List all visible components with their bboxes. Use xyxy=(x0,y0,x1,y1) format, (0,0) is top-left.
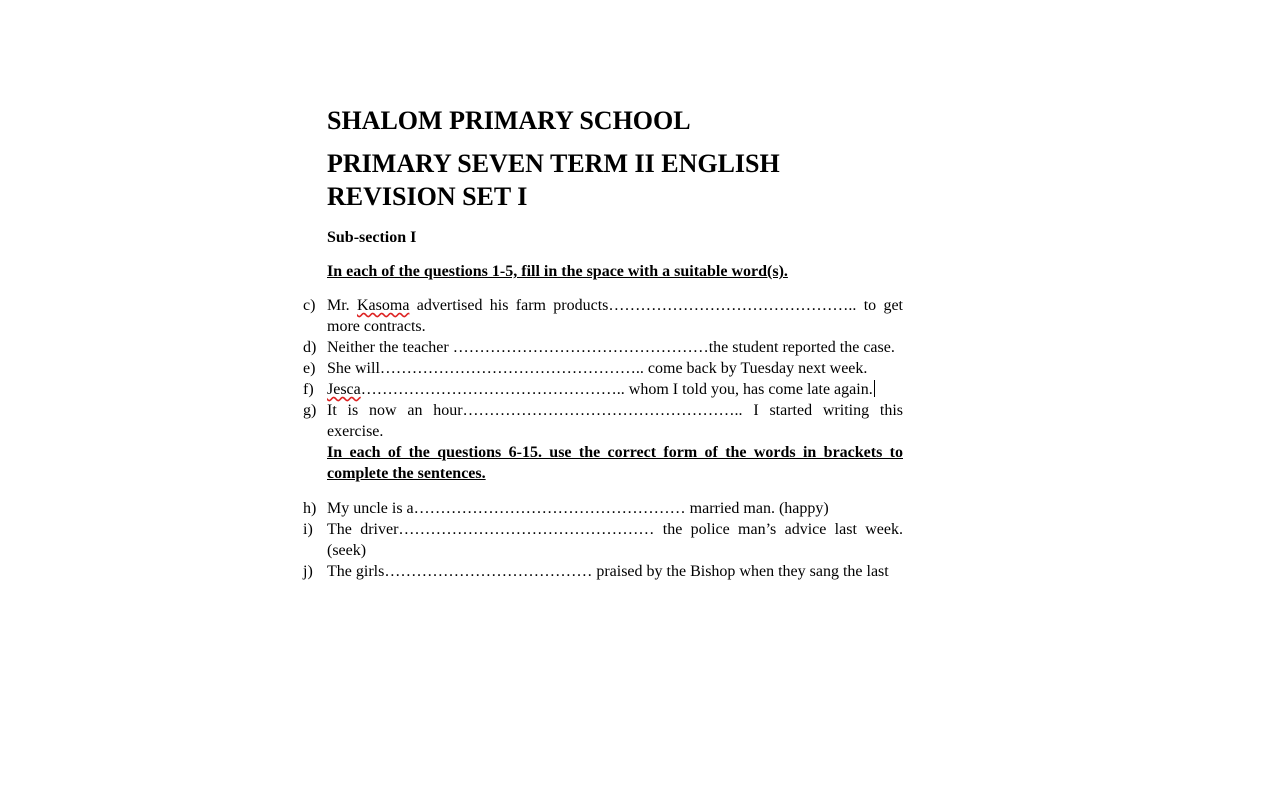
question-letter: j) xyxy=(303,563,313,580)
question-letter: i) xyxy=(303,521,313,538)
question-text-post: advertised his farm products……………………………………….. to get more contracts. xyxy=(327,297,904,335)
question-text: She will………………………………………….. come back by Tuesday next week. xyxy=(327,360,868,377)
question-item[interactable] xyxy=(303,498,903,519)
question-item[interactable] xyxy=(303,561,903,582)
question-item[interactable] xyxy=(303,519,903,561)
question-item[interactable] xyxy=(303,379,903,400)
question-letter: f) xyxy=(303,381,314,398)
question-item[interactable] xyxy=(303,400,903,442)
question-text-post: ………………………………………….. whom I told you, has come late again. xyxy=(360,381,873,398)
school-name-heading: SHALOM PRIMARY SCHOOL xyxy=(327,106,691,135)
instruction-part-2: In each of the questions 6-15. use the correct form of the words in brackets to complete the sentences. xyxy=(327,444,903,482)
question-letter: g) xyxy=(303,402,317,419)
instruction-part-1: In each of the questions 1-5, fill in the space with a suitable word(s). xyxy=(327,263,788,280)
question-item[interactable] xyxy=(303,295,904,337)
document-content[interactable] xyxy=(303,104,904,582)
question-text: Neither the teacher …………………………………………the student reported the case. xyxy=(327,339,895,356)
question-text: The girls………………………………… praised by the Bishop when they sang the last xyxy=(327,563,889,580)
question-letter: d) xyxy=(303,339,317,356)
question-letter: e) xyxy=(303,360,316,377)
misspelled-word: Jesca xyxy=(327,381,361,398)
subsection-heading: Sub-section I xyxy=(327,229,417,246)
question-list-part-2 xyxy=(303,498,903,582)
question-text-pre: Mr. xyxy=(327,297,357,314)
document-title-heading: PRIMARY SEVEN TERM II ENGLISH REVISION SET I xyxy=(327,149,780,211)
question-item[interactable] xyxy=(303,358,903,379)
question-item[interactable] xyxy=(303,337,903,358)
question-text: It is now an hour…………………………………………….. I started writing this exercise. xyxy=(327,402,903,440)
question-list-part-1 xyxy=(303,295,904,442)
misspelled-word: Kasoma xyxy=(356,297,410,314)
text-cursor xyxy=(874,380,875,397)
question-letter: c) xyxy=(303,297,316,314)
question-text: The driver………………………………………… the police man’s advice last week. (seek) xyxy=(327,521,903,559)
question-text: My uncle is a…………………………………………… married man. (happy) xyxy=(327,500,829,517)
question-letter: h) xyxy=(303,500,317,517)
